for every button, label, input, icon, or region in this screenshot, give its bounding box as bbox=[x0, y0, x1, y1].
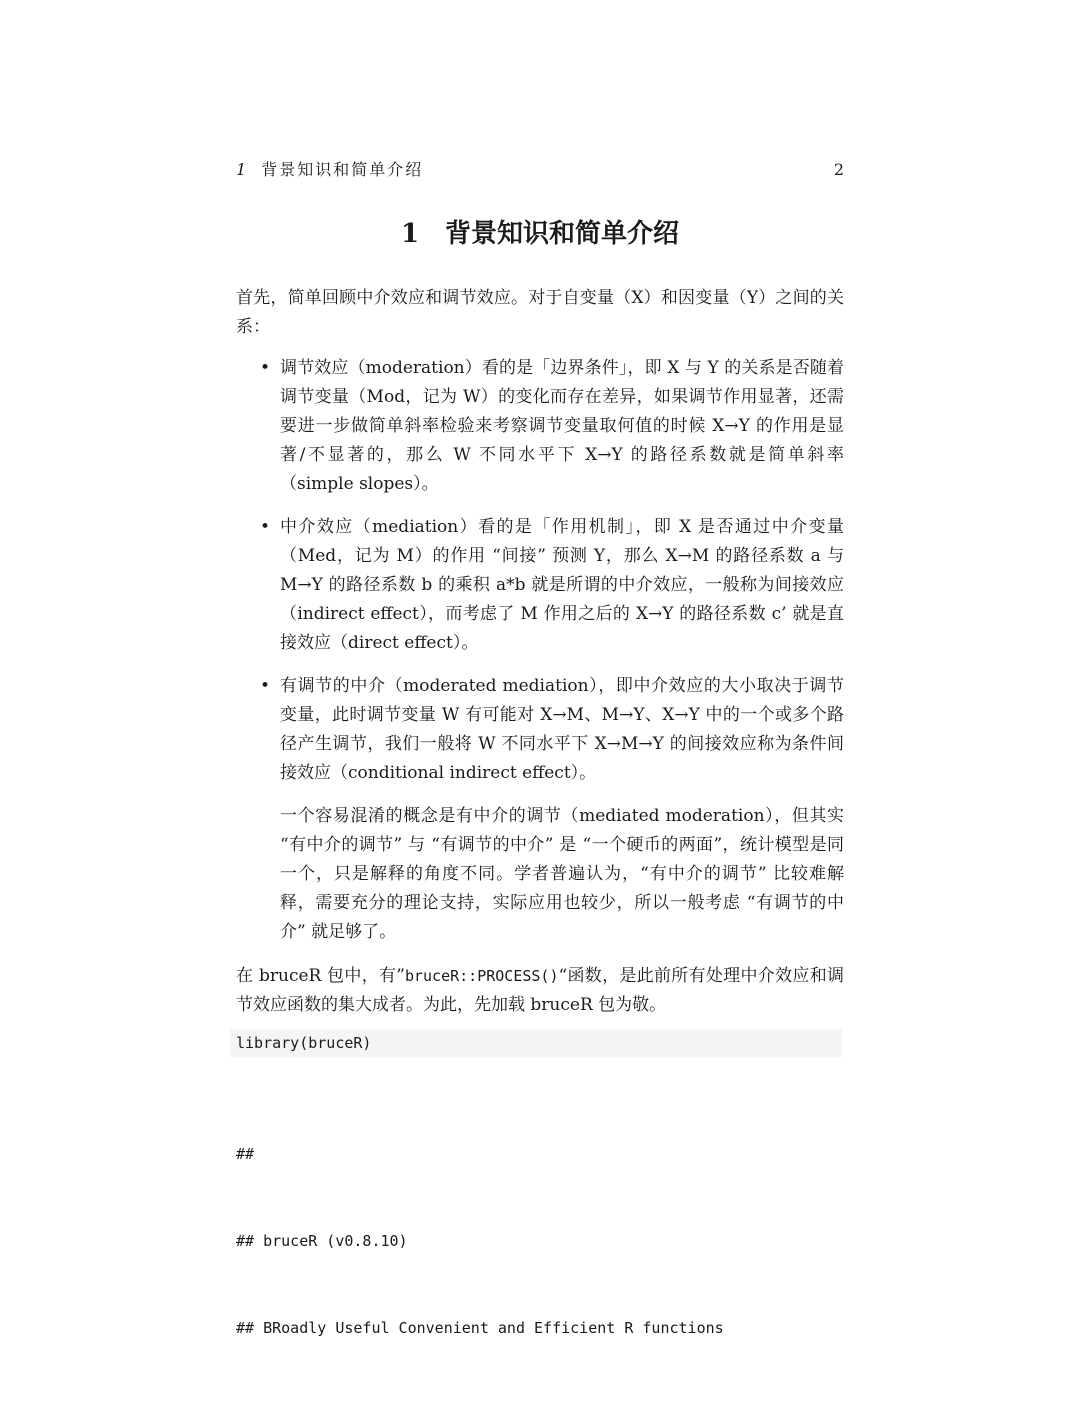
console-output bbox=[236, 1082, 844, 1401]
section-number: 1 bbox=[400, 219, 420, 249]
bullet-icon: • bbox=[260, 358, 271, 378]
inline-code-process: bruceR::PROCESS() bbox=[404, 967, 559, 985]
running-header-section-title: 背景知识和简单介绍 bbox=[261, 160, 424, 179]
running-header-section-number: 1 bbox=[236, 160, 248, 179]
output-line: ## BRoadly Useful Convenient and Efficient R functions bbox=[236, 1319, 724, 1337]
bullet-text: 有调节的中介（moderated mediation），即中介效应的大小取决于调节变量，此时调节变量 W 有可能对 X→M、M→Y、X→Y 中的一个或多个路径产生调节，我们一般将 W 不同水平下 X→M→Y 的间接效应称为条件间接效应（conditional indirect effect）。 bbox=[280, 676, 844, 783]
output-line: ## bbox=[236, 1145, 255, 1163]
bullet-text: 中介效应（mediation）看的是「作用机制」，即 X 是否通过中介变量（Med，记为 M）的作用 “间接” 预测 Y，那么 X→M 的路径系数 a 与 M→Y 的路径系数 b 的乘积 a*b 就是所谓的中介效应，一般称为间接效应（indirect effect），而考虑了 M 作用之后的 X→Y 的路径系数 c’ 就是直接效应（direct effect）。 bbox=[280, 517, 844, 653]
process-text-before: 在 bruceR 包中，有” bbox=[236, 966, 405, 986]
process-paragraph bbox=[236, 962, 844, 1020]
page-number: 2 bbox=[833, 160, 844, 179]
bullet-icon: • bbox=[260, 676, 271, 696]
code-block bbox=[230, 1029, 842, 1057]
intro-paragraph: 首先，简单回顾中介效应和调节效应。对于自变量（X）和因变量（Y）之间的关系： bbox=[236, 288, 844, 337]
output-line: ## bruceR (v0.8.10) bbox=[236, 1232, 408, 1250]
process-text-after: “函数，是此前所有处理中介效应和调节效应函数的集大成者。为此，先加载 bruceR 包为敬。 bbox=[236, 966, 844, 1015]
running-header bbox=[236, 158, 844, 182]
code-line: library(bruceR) bbox=[236, 1034, 372, 1052]
bullet-sub-paragraph: 一个容易混淆的概念是有中介的调节（mediated moderation），但其实 “有中介的调节” 与 “有调节的中介” 是 “一个硬币的两面”，统计模型是同一个，只是解释的角度不同。学者普遍认为，“有中介的调节” 比较难解释，需要充分的理论支持，实际应用也较少，所以一般考虑 “有调节的中介” 就足够了。 bbox=[280, 806, 844, 942]
bullet-item-moderated-mediation bbox=[236, 672, 844, 947]
bullet-item-mediation bbox=[236, 513, 844, 658]
bullet-item-moderation bbox=[236, 354, 844, 499]
section-heading bbox=[236, 212, 844, 256]
bullet-text: 调节效应（moderation）看的是「边界条件」，即 X 与 Y 的关系是否随着调节变量（Mod，记为 W）的变化而存在差异，如果调节作用显著，还需要进一步做简单斜率检验来考察调节变量取何值的时候 X→Y 的作用是显著/不显著的，那么 W 不同水平下 X→Y 的路径系数就是简单斜率（simple slopes）。 bbox=[280, 358, 844, 494]
bullet-icon: • bbox=[260, 517, 271, 537]
running-header-left bbox=[236, 158, 423, 182]
section-title: 背景知识和简单介绍 bbox=[445, 219, 680, 249]
bullet-list bbox=[236, 354, 844, 961]
